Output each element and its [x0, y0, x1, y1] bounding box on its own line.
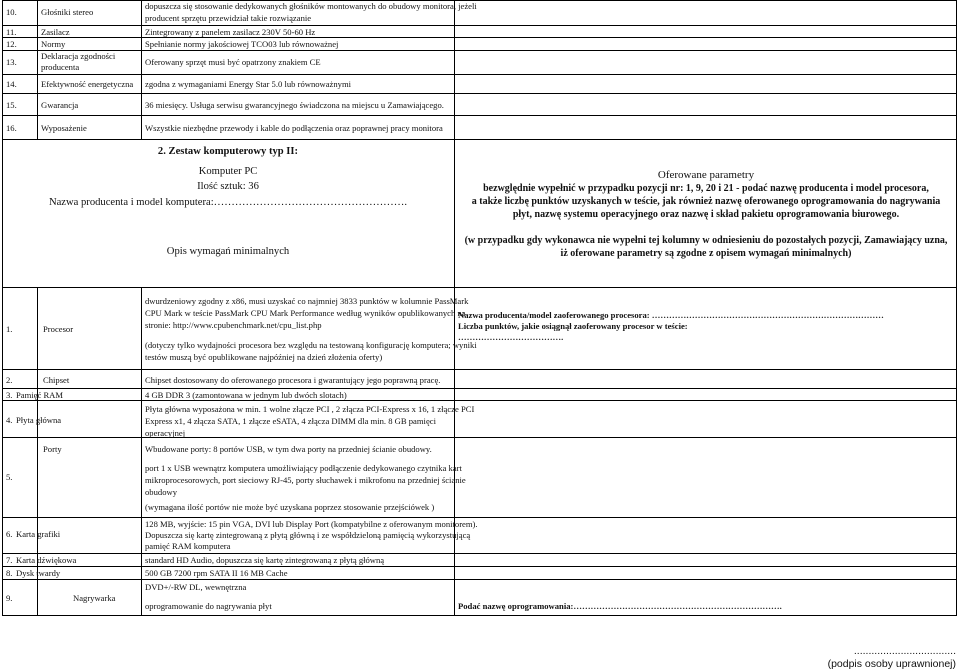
row-description: port 1 x USB wewnątrz komputera umożliwiający podłączenie dedykowanego czytnika kart	[145, 463, 462, 473]
row-name: Zasilacz	[41, 27, 70, 37]
row-number: 11.	[6, 27, 17, 37]
row-description: operacyjnej	[145, 428, 186, 438]
offer-processor-score-field: ……………………………….	[458, 332, 564, 342]
offered-note-2: iż oferowane parametry są zgodne z opisem wymagań minimalnych)	[560, 248, 852, 259]
row-name: Porty	[43, 444, 62, 454]
row-description: Chipset dostosowany do oferowanego procesora i gwarantujący jego poprawną pracę.	[145, 375, 441, 385]
row-description: producent sprzętu przewidział takie rozwiązanie	[145, 13, 312, 23]
row-name: Chipset	[43, 375, 70, 385]
set-title: 2. Zestaw komputerowy typ II:	[157, 146, 299, 157]
offer-software-field: Podać nazwę oprogramowania:……………………………………………………………….	[458, 601, 782, 611]
row-number: 8.	[6, 568, 13, 578]
offer-processor-score-label: Liczba punktów, jakie osiągnął zaoferowany procesor w teście:	[458, 321, 688, 331]
row-description: Express x1, 4 złącza SATA, 1 złącze eSATA, 4 złącza DIMM dla min. 8 GB pamięci	[145, 416, 436, 426]
row-name: Gwarancja	[41, 100, 79, 110]
offered-instruction-3: płyt, nazwę systemu operacyjnego oraz nazwę i skład pakietu oprogramowania biurowego.	[512, 209, 900, 220]
row-description: Wszystkie niezbędne przewody i kable do podłączenia oraz poprawnej pracy monitora	[145, 123, 443, 133]
row-description: dopuszcza się stosowanie dedykowanych głośników montowanych do obudowy monitora, jeżeli	[145, 1, 477, 11]
quantity-label: Ilość sztuk: 36	[197, 181, 259, 192]
row-description: Zintegrowany z panelem zasilacz 230V 50-60 Hz	[145, 27, 316, 37]
row-description: 4 GB DDR 3 (zamontowana w jednym lub dwóch slotach)	[145, 390, 347, 400]
row-description: Wbudowane porty: 8 portów USB, w tym dwa porty na przedniej ścianie obudowy.	[145, 444, 432, 454]
row-number: 2.	[6, 375, 13, 385]
row-description: DVD+/-RW DL, wewnętrzna	[145, 582, 247, 592]
row-description: 500 GB 7200 rpm SATA II 16 MB Cache	[145, 568, 288, 578]
computer-label: Komputer PC	[198, 166, 258, 177]
row-number: 1.	[6, 324, 13, 334]
min-requirements-heading: Opis wymagań minimalnych	[166, 246, 290, 257]
offered-instruction-1: bezwględnie wypełnić w przypadku pozycji nr: 1, 9, 20 i 21 - podać nazwę producenta i model procesora,	[483, 183, 929, 194]
row-description: stronie: http://www.cpubenchmark.net/cpu_list.php	[145, 320, 322, 330]
row-number: 16.	[6, 123, 17, 133]
row-number: 6.	[6, 529, 13, 539]
offered-params-heading: Oferowane parametry	[657, 169, 755, 181]
row-number: 15.	[6, 100, 17, 110]
row-number: 3.	[6, 390, 13, 400]
row-name: Efektywność energetyczna	[41, 79, 134, 89]
row-number: 10.	[6, 7, 17, 17]
row-name: Wyposażenie	[41, 123, 87, 133]
row-description: CPU Mark w teście PassMark CPU Mark Performance według wyników opublikowanych na	[145, 308, 466, 318]
offer-processor-model-field: Nazwa producenta/model zaoferowanego procesora: ………………………………………………………………………	[458, 310, 884, 320]
row-description: Płyta główna wyposażona w min. 1 wolne złącze PCI , 2 złącza PCI-Express x 16, 1 złącze PCI	[145, 404, 475, 414]
row-name: Deklaracja zgodności	[41, 51, 116, 61]
row-description: 36 miesięcy. Usługa serwisu gwarancyjnego świadczona na miejscu u Zamawiającego.	[145, 100, 444, 110]
row-description: obudowy	[145, 487, 177, 497]
row-description: Oferowany sprzęt musi być opatrzony znakiem CE	[145, 57, 321, 67]
row-description: (wymagana ilość portów nie może być uzyskana poprzez stosowanie przejściówek )	[145, 502, 435, 512]
signature-label: (podpis osoby uprawnionej)	[827, 658, 956, 670]
row-description: oprogramowanie do nagrywania płyt	[145, 601, 272, 611]
row-name: Dysk twardy	[16, 568, 61, 578]
row-number: 14.	[6, 79, 17, 89]
row-name: producenta	[41, 62, 80, 72]
row-name: Normy	[41, 39, 66, 49]
row-description: Spełnianie normy jakościowej TCO03 lub równoważnej	[145, 39, 339, 49]
row-description: zgodna z wymaganiami Energy Star 5.0 lub równoważnymi	[145, 79, 352, 89]
row-description: mikroprocesorowych, port sieciowy RJ-45, porty słuchawek i mikrofonu na przedniej ścianie	[145, 475, 466, 485]
producer-model-field: Nazwa producenta i model komputera:……………………………………………….	[48, 197, 408, 208]
offered-note-1: (w przypadku gdy wykonawca nie wypełni tej kolumny w odniesieniu do pozostałych pozycji, Zamawiający uzna,	[464, 235, 948, 246]
row-description: (dotyczy tylko wydajności procesora bez względu na testowaną konfigurację komputera; wyniki	[145, 340, 477, 350]
row-description: testów muszą być opublikowane najpóźniej na dzień złożenia oferty)	[145, 352, 383, 362]
row-description: dwurdzeniowy zgodny z x86, musi uzyskać co najmniej 3833 punktów w kolumnie PassMark	[145, 296, 469, 306]
row-name: Nagrywarka	[73, 593, 116, 603]
row-number: 9.	[6, 593, 13, 603]
row-description: Dopuszcza się kartę zintegrowaną z płytą główną i ze współdzieloną pamięcią wykorzystującą	[145, 530, 471, 540]
row-number: 5.	[6, 472, 13, 482]
row-description: standard HD Audio, dopuszcza się kartę zintegrowaną z płytą główną	[145, 555, 385, 565]
row-name: Karta dźwiękowa	[16, 555, 77, 565]
row-number: 12.	[6, 39, 17, 49]
row-name: Procesor	[43, 324, 74, 334]
signature-block	[828, 645, 956, 671]
row-name: Karta grafiki	[16, 529, 61, 539]
row-number: 4.	[6, 415, 13, 425]
row-number: 13.	[6, 57, 17, 67]
row-description: 128 MB, wyjście: 15 pin VGA, DVI lub Display Port (kompatybilne z oferowanym monitorem).	[145, 519, 478, 529]
row-name: Płyta główna	[16, 415, 62, 425]
offered-instruction-2: a także liczbę punktów uzyskanych w teście, jak również nazwę oferowanego oprogramowania do nagrywania	[471, 196, 941, 207]
row-name: Pamięć RAM	[16, 390, 64, 400]
row-description: pamięć RAM komputera	[145, 541, 231, 551]
row-name: Głośniki stereo	[41, 7, 94, 17]
row-number: 7.	[6, 555, 13, 565]
signature-dots: ...................................	[853, 645, 956, 657]
